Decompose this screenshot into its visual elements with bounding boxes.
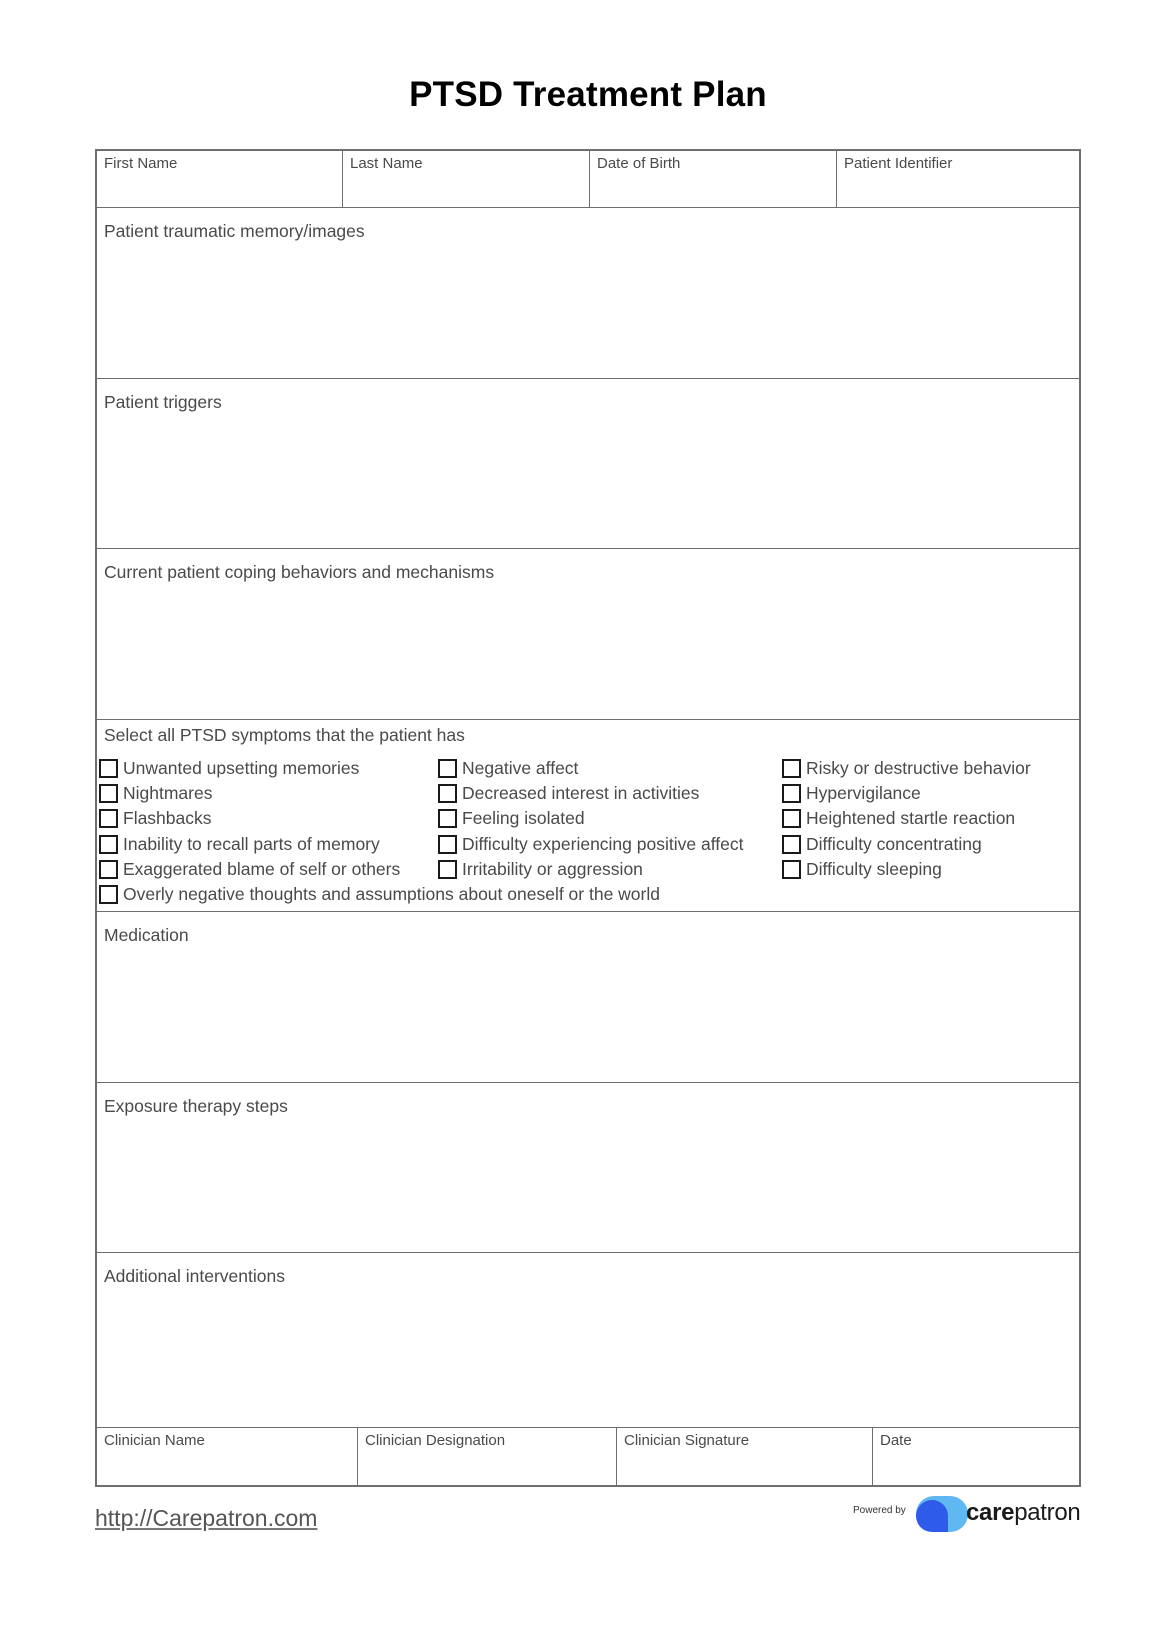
additional-interventions-label: Additional interventions xyxy=(104,1266,285,1286)
exposure-therapy-section[interactable] xyxy=(97,1083,1079,1253)
symptom-checkbox-item[interactable] xyxy=(782,832,1031,857)
carepatron-wordmark: carepatron xyxy=(966,1499,1081,1526)
clinician-signature-label: Clinician Signature xyxy=(624,1432,750,1449)
coping-label: Current patient coping behaviors and mechanisms xyxy=(104,562,495,582)
exposure-therapy-label: Exposure therapy steps xyxy=(104,1096,288,1116)
traumatic-memory-label: Patient traumatic memory/images xyxy=(104,221,365,241)
triggers-section[interactable] xyxy=(97,379,1079,549)
patient-identifier-label: Patient Identifier xyxy=(844,155,953,172)
symptoms-title: Select all PTSD symptoms that the patient has xyxy=(104,725,465,745)
checkbox[interactable] xyxy=(782,809,801,828)
symptom-label: Heightened startle reaction xyxy=(806,808,1016,829)
patient-info-row xyxy=(97,151,1079,208)
symptom-label: Hypervigilance xyxy=(806,783,921,804)
checkbox[interactable] xyxy=(782,784,801,803)
checkbox[interactable] xyxy=(99,784,118,803)
clinician-signature-field[interactable] xyxy=(617,1428,873,1485)
clinician-designation-field[interactable] xyxy=(358,1428,617,1485)
checkbox[interactable] xyxy=(438,784,457,803)
medication-label: Medication xyxy=(104,925,189,945)
first-name-field[interactable] xyxy=(97,151,343,207)
first-name-label: First Name xyxy=(104,155,178,172)
symptom-label: Overly negative thoughts and assumptions about oneself or the world xyxy=(123,884,660,905)
symptom-label: Irritability or aggression xyxy=(462,858,643,879)
symptom-checkbox-item[interactable] xyxy=(438,781,743,806)
symptom-label: Flashbacks xyxy=(123,808,212,829)
symptom-checkbox-item[interactable] xyxy=(782,756,1031,781)
clinician-row xyxy=(97,1428,1079,1485)
symptom-label: Negative affect xyxy=(462,758,579,779)
checkbox[interactable] xyxy=(99,759,118,778)
symptom-label: Feeling isolated xyxy=(462,808,585,829)
medication-section[interactable] xyxy=(97,912,1079,1083)
coping-section[interactable] xyxy=(97,549,1079,720)
symptom-label: Nightmares xyxy=(123,783,213,804)
checkbox[interactable] xyxy=(99,835,118,854)
symptom-label: Exaggerated blame of self or others xyxy=(123,858,401,879)
checkbox[interactable] xyxy=(782,759,801,778)
carepatron-logo xyxy=(916,1496,1084,1536)
symptom-checkbox-item[interactable] xyxy=(99,781,400,806)
last-name-field[interactable] xyxy=(343,151,590,207)
symptom-checkbox-item[interactable] xyxy=(438,857,743,882)
traumatic-memory-section[interactable] xyxy=(97,208,1079,379)
symptom-label: Difficulty experiencing positive affect xyxy=(462,833,744,854)
symptoms-column-1 xyxy=(99,756,400,882)
last-name-label: Last Name xyxy=(350,155,423,172)
symptom-checkbox-item[interactable] xyxy=(99,806,400,831)
checkbox[interactable] xyxy=(438,809,457,828)
symptoms-column-2 xyxy=(438,756,743,882)
checkbox[interactable] xyxy=(438,759,457,778)
patient-identifier-field[interactable] xyxy=(837,151,1079,207)
symptoms-section xyxy=(97,720,1079,912)
symptom-checkbox-item[interactable] xyxy=(782,806,1031,831)
page-title: PTSD Treatment Plan xyxy=(409,75,767,114)
date-field[interactable] xyxy=(873,1428,1079,1485)
date-of-birth-field[interactable] xyxy=(590,151,837,207)
symptom-checkbox-item[interactable] xyxy=(438,806,743,831)
checkbox[interactable] xyxy=(782,835,801,854)
symptom-checkbox-item[interactable] xyxy=(782,781,1031,806)
powered-by-text: Powered by xyxy=(853,1505,906,1516)
checkbox[interactable] xyxy=(782,860,801,879)
symptom-checkbox-item[interactable] xyxy=(438,832,743,857)
checkbox[interactable] xyxy=(438,860,457,879)
symptom-checkbox-item[interactable] xyxy=(99,882,660,907)
symptom-checkbox-item[interactable] xyxy=(438,756,743,781)
checkbox[interactable] xyxy=(99,885,118,904)
symptom-checkbox-item[interactable] xyxy=(99,832,400,857)
date-label: Date xyxy=(880,1432,912,1449)
clinician-designation-label: Clinician Designation xyxy=(365,1432,506,1449)
additional-interventions-section[interactable] xyxy=(97,1253,1079,1428)
symptom-checkbox-item[interactable] xyxy=(782,857,1031,882)
clinician-name-field[interactable] xyxy=(97,1428,358,1485)
symptom-checkbox-item[interactable] xyxy=(99,756,400,781)
symptom-label: Decreased interest in activities xyxy=(462,783,700,804)
symptoms-column-3 xyxy=(782,756,1031,882)
clinician-name-label: Clinician Name xyxy=(104,1432,205,1449)
symptom-label: Difficulty sleeping xyxy=(806,858,942,879)
treatment-plan-form xyxy=(95,149,1081,1487)
checkbox[interactable] xyxy=(438,835,457,854)
symptom-label: Unwanted upsetting memories xyxy=(123,758,360,779)
checkbox[interactable] xyxy=(99,860,118,879)
symptom-label: Inability to recall parts of memory xyxy=(123,833,380,854)
carepatron-logo-icon xyxy=(916,1496,968,1532)
symptom-checkbox-item[interactable] xyxy=(99,857,400,882)
symptom-label: Risky or destructive behavior xyxy=(806,758,1031,779)
checkbox[interactable] xyxy=(99,809,118,828)
symptom-label: Difficulty concentrating xyxy=(806,833,982,854)
carepatron-link[interactable]: http://Carepatron.com xyxy=(95,1505,318,1531)
date-of-birth-label: Date of Birth xyxy=(597,155,681,172)
triggers-label: Patient triggers xyxy=(104,392,222,412)
